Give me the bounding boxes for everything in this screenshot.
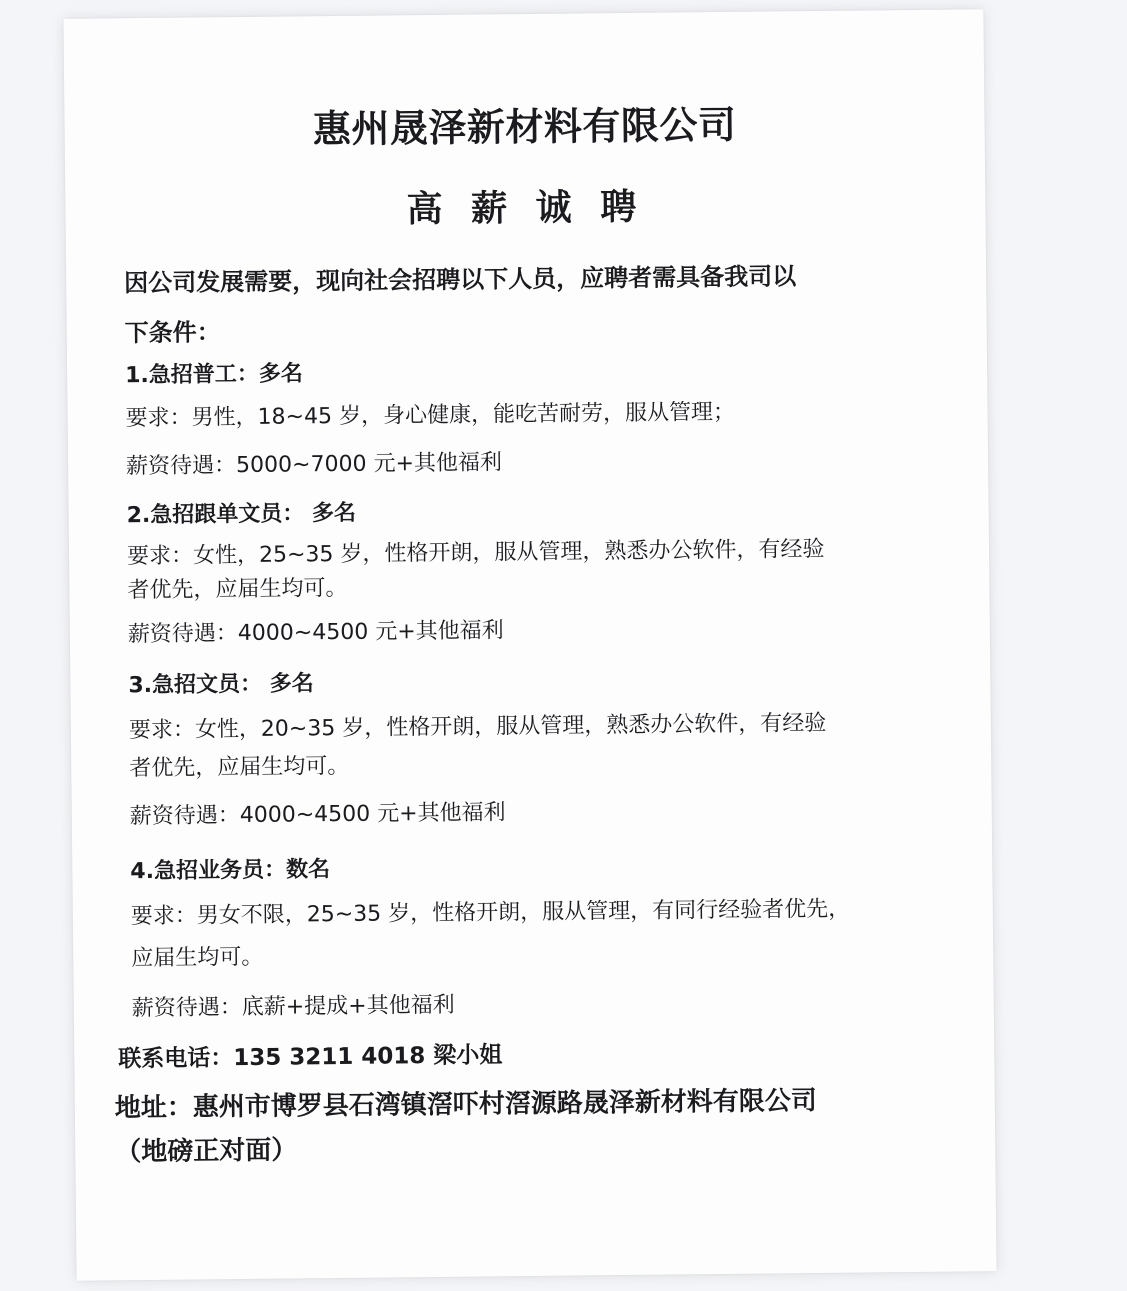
position-requirements: 要求：男女不限，25~35 岁，性格开朗，服从管理，有同行经验者优先， xyxy=(130,896,851,930)
contact-phone: 联系电话：135 3211 4018 梁小姐 xyxy=(118,1042,503,1073)
position-requirements-cont: 应届生均可。 xyxy=(131,944,264,972)
position-requirements: 要求：女性，25~35 岁，性格开朗，服从管理，熟悉办公软件，有经验 xyxy=(126,536,825,570)
address xyxy=(115,1079,818,1174)
position-requirements-cont: 者优先，应届生均可。 xyxy=(127,575,348,604)
position-salary: 薪资待遇：4000~4500 元+其他福利 xyxy=(129,800,506,830)
position-title: 4.急招业务员：数名 xyxy=(130,857,331,885)
intro-line: 下条件： xyxy=(124,318,221,348)
position-title: 2.急招跟单文员： 多名 xyxy=(126,500,357,529)
position-salary: 薪资待遇：底薪+提成+其他福利 xyxy=(131,992,455,1022)
intro-line: 因公司发展需要，现向社会招聘以下人员，应聘者需具备我司以 xyxy=(124,262,797,298)
position-requirements: 要求：男性，18~45 岁，身心健康，能吃苦耐劳，服从管理； xyxy=(125,399,736,432)
company-name: 惠州晟泽新材料有限公司 xyxy=(312,102,737,152)
address-line: 地址：惠州市博罗县石湾镇滘吓村滘源路晟泽新材料有限公司 xyxy=(114,1086,817,1124)
headline: 高 薪 诚 聘 xyxy=(406,186,645,231)
position-salary: 薪资待遇：5000~7000 元+其他福利 xyxy=(125,450,503,480)
position-title: 1.急招普工：多名 xyxy=(125,361,303,389)
recruitment-notice-sheet xyxy=(63,9,996,1281)
position-requirements-cont: 者优先，应届生均可。 xyxy=(129,753,350,782)
position-salary: 薪资待遇：4000~4500 元+其他福利 xyxy=(127,618,504,648)
intro-paragraph xyxy=(124,251,797,358)
position-requirements: 要求：女性，20~35 岁，性格开朗，服从管理，熟悉办公软件，有经验 xyxy=(128,710,827,744)
position-title: 3.急招文员： 多名 xyxy=(128,671,314,699)
address-line: （地磅正对面） xyxy=(115,1135,298,1168)
